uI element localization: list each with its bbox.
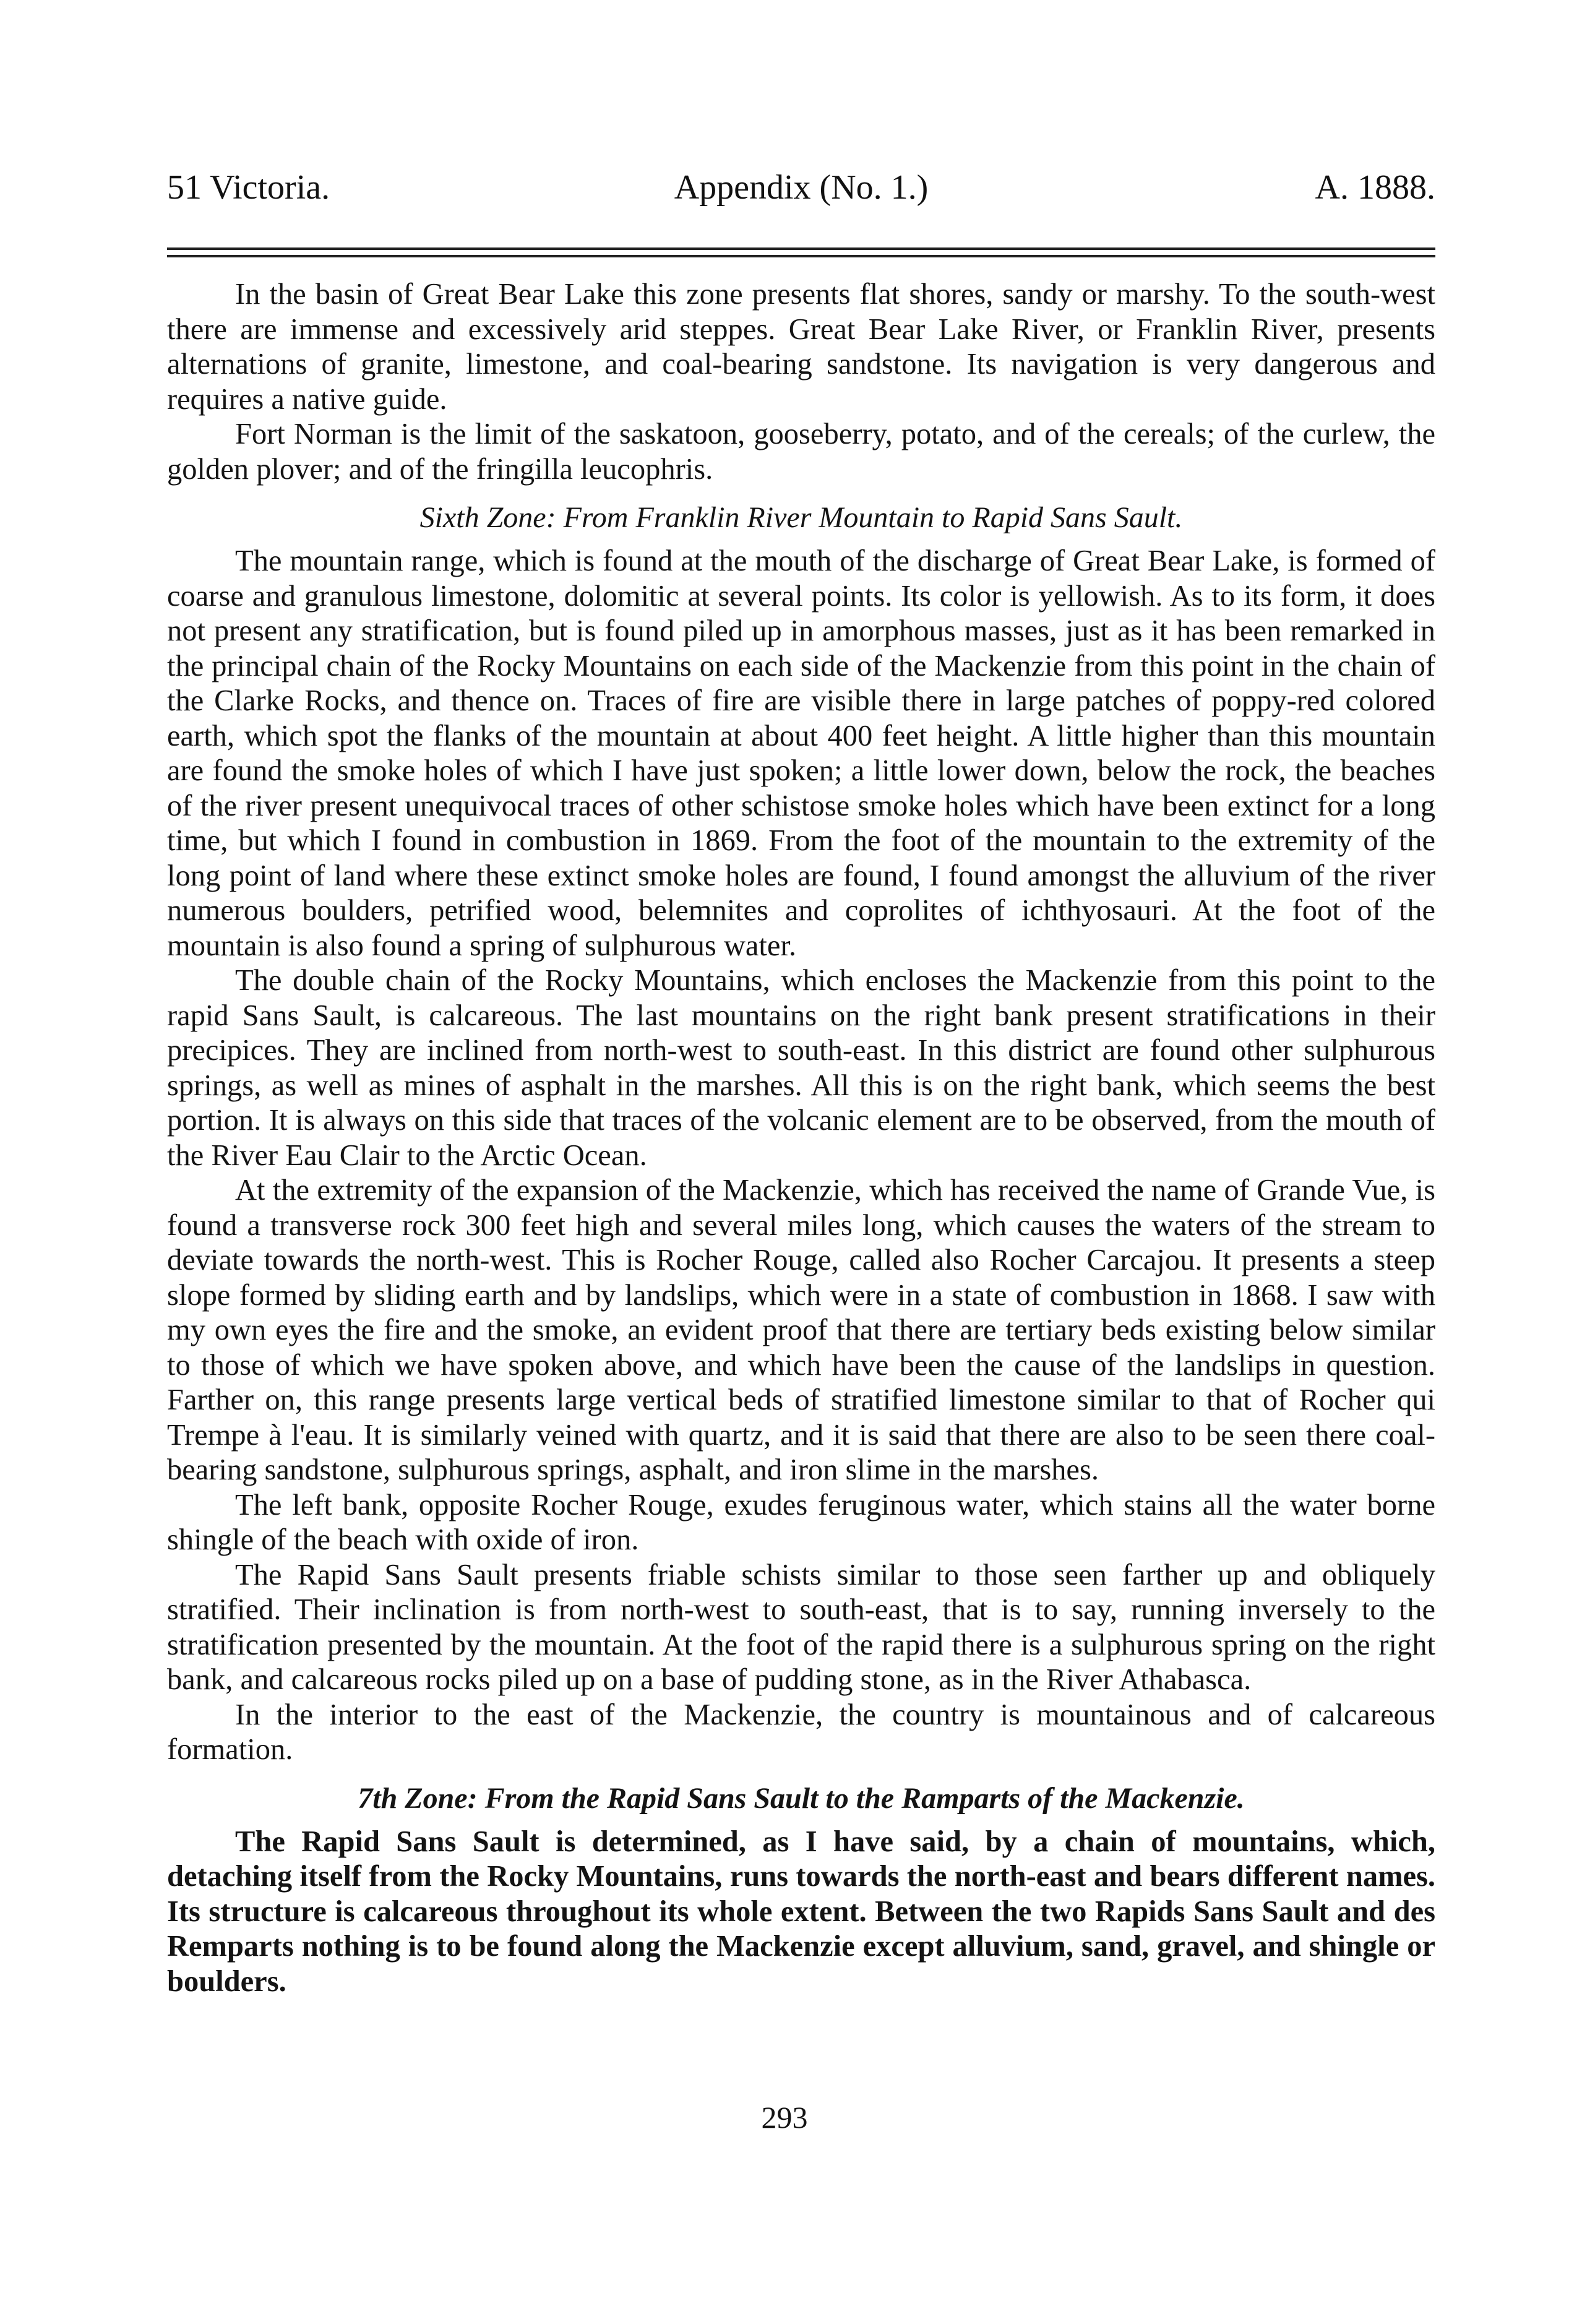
header-rule-bottom bbox=[167, 255, 1435, 257]
page-number: 293 bbox=[761, 2100, 808, 2135]
paragraph-great-bear-lake: In the basin of Great Bear Lake this zone presents flat shores, sandy or marshy. To the south-west there are immense and excessively arid steppes. Great Bear Lake River, or Franklin River, presents alternations of granite, limestone, and coal-bearing sandstone. Its navigation is very dangerous and requires a native guide. bbox=[167, 278, 1435, 416]
header-year: A. 1888. bbox=[1315, 168, 1435, 207]
body-text bbox=[167, 277, 1435, 1999]
paragraph-mountain-range: The mountain range, which is found at the mouth of the discharge of Great Bear Lake, is formed of coarse and granulous limestone, dolomitic at several points. Its color is yellowish. As to its form, it does not present any stratification, but is found piled up in amorphous masses, just as it has been remarked in the principal chain of the Rocky Mountains on each side of the Mackenzie from this point in the chain of the Clarke Rocks, and thence on. Traces of fire are visible there in large patches of poppy-red colored earth, which spot the flanks of the mountain at about 400 feet height. A little higher than this mountain are found the smoke holes of which I have just spoken; a little lower down, below the rock, the beaches of the river present unequivocal traces of other schistose smoke holes which have been extinct for a long time, but which I found in combustion in 1869. From the foot of the mountain to the extremity of the long point of land where these extinct smoke holes are found, I found amongst the alluvium of the river numerous boulders, petrified wood, belemnites and coprolites of ichthyosauri. At the foot of the mountain is also found a spring of sulphurous water. bbox=[167, 544, 1435, 962]
header-appendix: Appendix (No. 1.) bbox=[674, 168, 929, 207]
paragraph-fort-norman: Fort Norman is the limit of the saskatoon, gooseberry, potato, and of the cereals; of the curlew, the golden plover; and of the fringilla leucophris. bbox=[167, 418, 1435, 486]
section-heading-seventh-zone: 7th Zone: From the Rapid Sans Sault to the Ramparts of the Mackenzie. bbox=[358, 1781, 1245, 1815]
paragraph-left-bank: The left bank, opposite Rocher Rouge, exudes feruginous water, which stains all the water borne shingle of the beach with oxide of iron. bbox=[167, 1488, 1435, 1556]
header-rule-top bbox=[167, 247, 1435, 250]
paragraph-grande-vue: At the extremity of the expansion of the Mackenzie, which has received the name of Grande Vue, is found a transverse rock 300 feet high and several miles long, which causes the waters of the stream to deviate towards the north-west. This is Rocher Rouge, called also Rocher Carcajou. It presents a steep slope formed by sliding earth and by landslips, which were in a state of combustion in 1868. I saw with my own eyes the fire and the smoke, an evident proof that there are tertiary beds existing below similar to those of which we have spoken above, and which have been the cause of the landslips in question. Farther on, this range presents large vertical beds of stratified limestone similar to that of Rocher qui Trempe à l'eau. It is similarly veined with quartz, and it is said that there are also to be seen there coal-bearing sandstone, sulphurous springs, asphalt, and iron slime in the marshes. bbox=[167, 1174, 1435, 1486]
paragraph-double-chain: The double chain of the Rocky Mountains, which encloses the Mackenzie from this point to the rapid Sans Sault, is calcareous. The last mountains on the right bank present stratifications in their precipices. They are inclined from north-west to south-east. In this district are found other sulphurous springs, as well as mines of asphalt in the marshes. All this is on the right bank, which seems the best portion. It is always on this side that traces of the volcanic element are to be observed, from the mouth of the River Eau Clair to the Arctic Ocean. bbox=[167, 964, 1435, 1172]
paragraph-seventh-zone: The Rapid Sans Sault is determined, as I have said, by a chain of mountains, which, detaching itself from the Rocky Mountains, runs towards the north-east and bears different names. Its structure is calcareous throughout its whole extent. Between the two Rapids Sans Sault and des Remparts nothing is to be found along the Mackenzie except alluvium, sand, gravel, and shingle or boulders. bbox=[167, 1825, 1435, 1998]
section-heading-sixth-zone: Sixth Zone: From Franklin River Mountain to Rapid Sans Sault. bbox=[419, 501, 1183, 534]
running-header bbox=[167, 160, 1435, 215]
header-session: 51 Victoria. bbox=[167, 168, 330, 207]
paragraph-rapid-sans-sault: The Rapid Sans Sault presents friable schists similar to those seen farther up and obliquely stratified. Their inclination is from north-west to south-east, that is to say, running inversely to the stratification presented by the mountain. At the foot of the rapid there is a sulphurous spring on the right bank, and calcareous rocks piled up on a base of pudding stone, as in the River Athabasca. bbox=[167, 1558, 1435, 1696]
paragraph-interior: In the interior to the east of the Mackenzie, the country is mountainous and of calcareous formation. bbox=[167, 1698, 1435, 1766]
